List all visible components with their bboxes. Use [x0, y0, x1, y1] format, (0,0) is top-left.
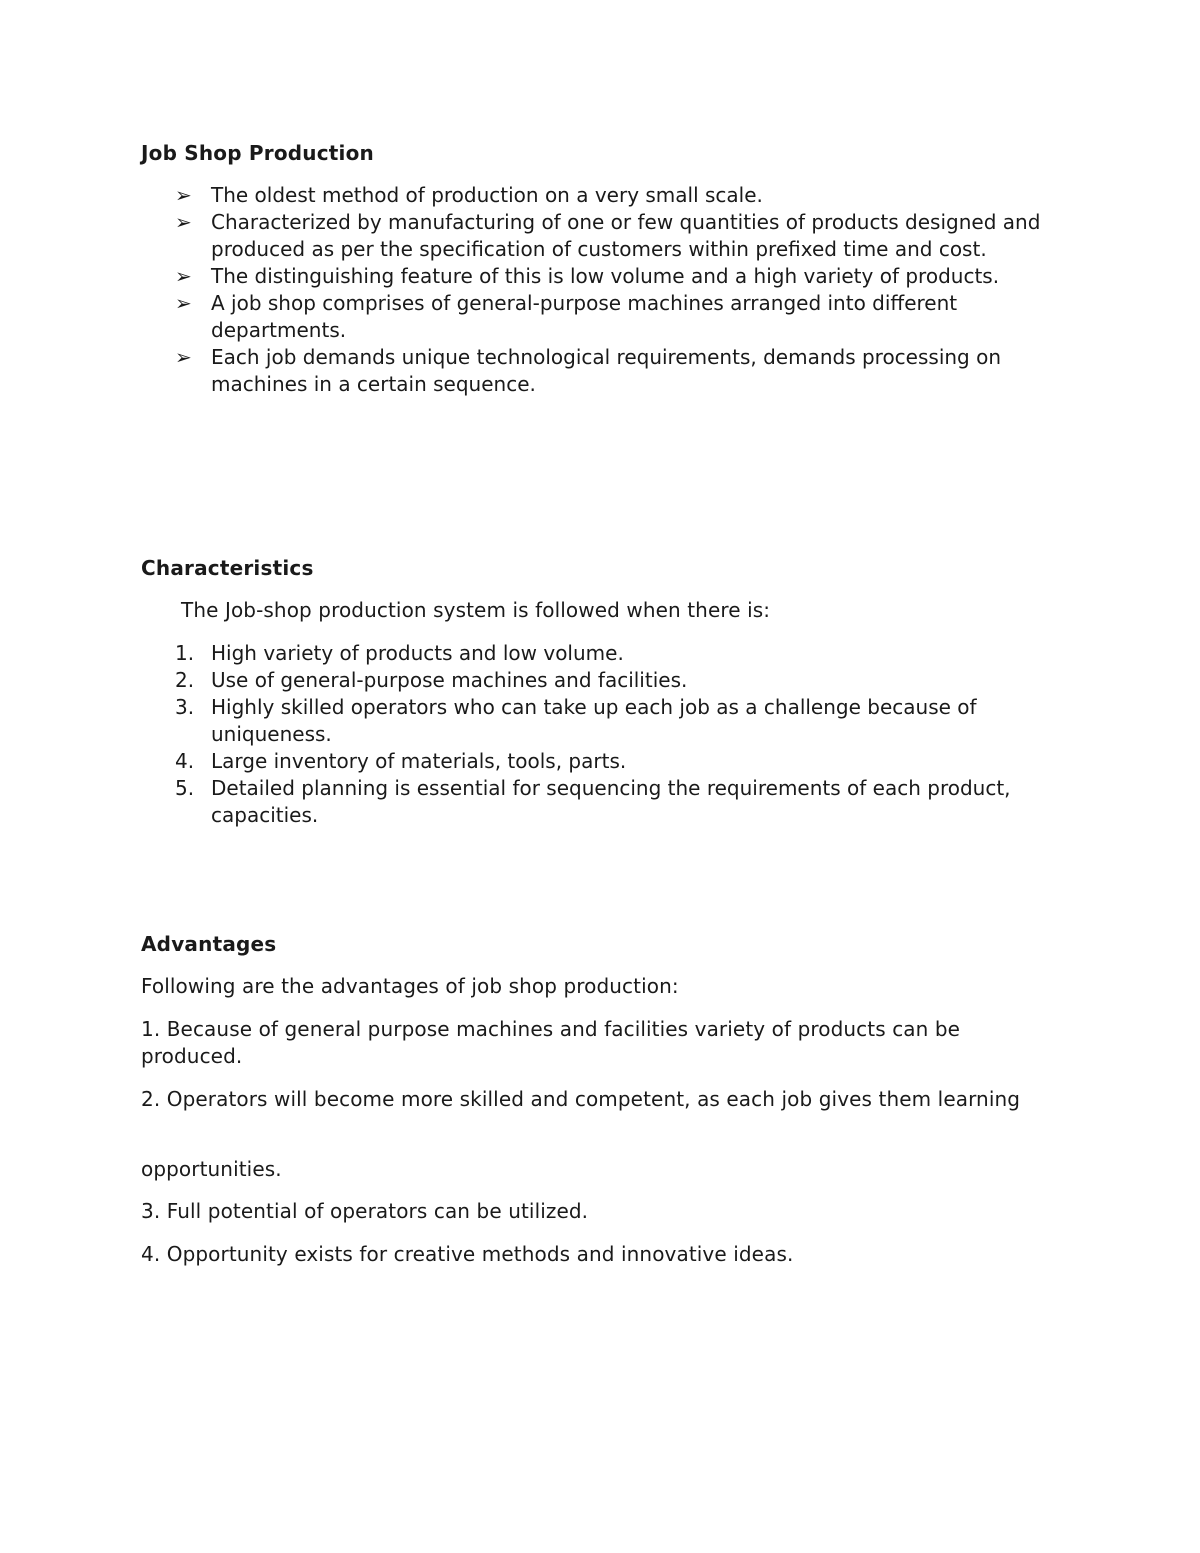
- section-heading-job-shop: Job Shop Production: [141, 141, 374, 165]
- list-item: [141, 775, 1061, 829]
- advantages-intro: Following are the advantages of job shop production:: [141, 974, 679, 998]
- list-number: 3.: [175, 695, 195, 719]
- job-shop-bullet-list: [141, 182, 1061, 398]
- list-number: 5.: [175, 776, 195, 800]
- characteristics-numbered-list: [141, 640, 1061, 829]
- advantage-paragraph-2: 2. Operators will become more skilled and competent, as each job gives them learning: [141, 1087, 1021, 1111]
- list-item: [141, 182, 1061, 209]
- list-number: 2.: [175, 668, 195, 692]
- list-item: [141, 748, 1061, 775]
- list-number: 4.: [175, 749, 195, 773]
- list-item-text: The distinguishing feature of this is low volume and a high variety of products.: [211, 264, 1000, 288]
- characteristics-intro: The Job-shop production system is followed when there is:: [181, 598, 771, 622]
- section-heading-characteristics: Characteristics: [141, 556, 314, 580]
- advantage-paragraph-2-continued: opportunities.: [141, 1157, 282, 1181]
- list-item-text: Highly skilled operators who can take up each job as a challenge because of uniqueness.: [211, 695, 977, 746]
- arrow-bullet-icon: ➢: [175, 183, 192, 207]
- list-item-text: Detailed planning is essential for sequencing the requirements of each product, capacities.: [211, 776, 1011, 827]
- arrow-bullet-icon: ➢: [175, 210, 192, 234]
- arrow-bullet-icon: ➢: [175, 291, 192, 315]
- list-item: [141, 640, 1061, 667]
- advantage-paragraph-4: 4. Opportunity exists for creative methods and innovative ideas.: [141, 1242, 794, 1266]
- list-item-text: Use of general-purpose machines and facilities.: [211, 668, 688, 692]
- list-item-text: High variety of products and low volume.: [211, 641, 624, 665]
- advantage-paragraph-3: 3. Full potential of operators can be utilized.: [141, 1199, 589, 1223]
- section-heading-advantages: Advantages: [141, 932, 277, 956]
- list-item-text: A job shop comprises of general-purpose machines arranged into different departments.: [211, 291, 958, 342]
- list-number: 1.: [175, 641, 195, 665]
- list-item: [141, 290, 1061, 344]
- list-item-text: The oldest method of production on a very small scale.: [211, 183, 763, 207]
- advantage-paragraph-1: 1. Because of general purpose machines and facilities variety of products can be produced.: [141, 1017, 961, 1068]
- list-item: [141, 344, 1061, 398]
- list-item: [141, 209, 1061, 263]
- list-item: [141, 694, 1061, 748]
- list-item-text: Characterized by manufacturing of one or few quantities of products designed and produced as per the specification of customers within prefixed time and cost.: [211, 210, 1041, 261]
- list-item: [141, 263, 1061, 290]
- list-item: [141, 667, 1061, 694]
- list-item-text: Large inventory of materials, tools, parts.: [211, 749, 627, 773]
- list-item-text: Each job demands unique technological requirements, demands processing on machines in a certain sequence.: [211, 345, 1002, 396]
- arrow-bullet-icon: ➢: [175, 345, 192, 369]
- arrow-bullet-icon: ➢: [175, 264, 192, 288]
